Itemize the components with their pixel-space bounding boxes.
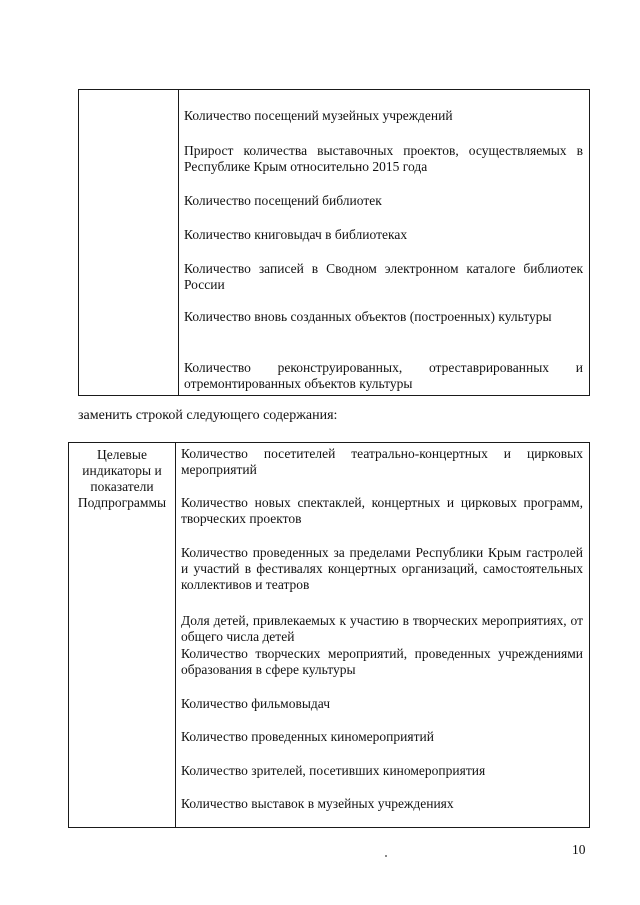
indicator-item: Количество посещений библиотек (184, 193, 382, 208)
indicator-item: Количество вновь созданных объектов (построенных) культуры (184, 309, 552, 324)
indicators-cell (179, 90, 590, 396)
indicator-item: Количество выставок в музейных учреждениях (181, 796, 454, 811)
table-row (79, 90, 590, 396)
indicators-cell (176, 443, 590, 828)
table-row (69, 443, 590, 828)
indicator-item: Количество реконструированных, отреставрированных и отремонтированных объектов культуры (184, 360, 583, 391)
table-indicators-new (68, 442, 590, 828)
indicators-label (69, 443, 175, 511)
indicator-item: Количество фильмовыдач (181, 696, 330, 711)
table-indicators-old (78, 89, 590, 396)
left-cell-empty (79, 90, 179, 396)
indicator-item: Количество записей в Сводном электронном каталоге библиотек России (184, 261, 583, 292)
left-cell-label (69, 443, 176, 828)
page-number: 10 (572, 842, 586, 857)
label-line: Подпрограммы (77, 495, 167, 510)
indicator-item: Количество посетителей театрально-концертных и цирковых мероприятий (181, 446, 583, 477)
indicator-item: Доля детей, привлекаемых к участию в творческих мероприятиях, от общего числа детей (181, 613, 583, 644)
indicator-item: Количество проведенных за пределами Республики Крым гастролей и участий в фестивалях концертных организаций, самостоятельных коллективов и театров (181, 545, 583, 592)
indicator-item: Количество творческих мероприятий, проведенных учреждениями образования в сфере культуры (181, 646, 583, 677)
label-line: Целевые (97, 447, 147, 462)
replacement-instruction: заменить строкой следующего содержания: (78, 408, 338, 423)
indicator-item: Количество книговыдач в библиотеках (184, 227, 408, 242)
indicator-item: Прирост количества выставочных проектов, осуществляемых в Республике Крым относительно 2015 года (184, 143, 583, 174)
scan-artifact-dot (385, 855, 387, 857)
indicator-item: Количество проведенных киномероприятий (181, 729, 434, 744)
label-line: индикаторы и (82, 463, 162, 478)
indicator-item: Количество посещений музейных учреждений (184, 108, 453, 123)
indicator-item: Количество зрителей, посетивших киномероприятия (181, 763, 486, 778)
label-line: показатели (90, 479, 154, 494)
indicator-item: Количество новых спектаклей, концертных и цирковых программ, творческих проектов (181, 495, 583, 526)
